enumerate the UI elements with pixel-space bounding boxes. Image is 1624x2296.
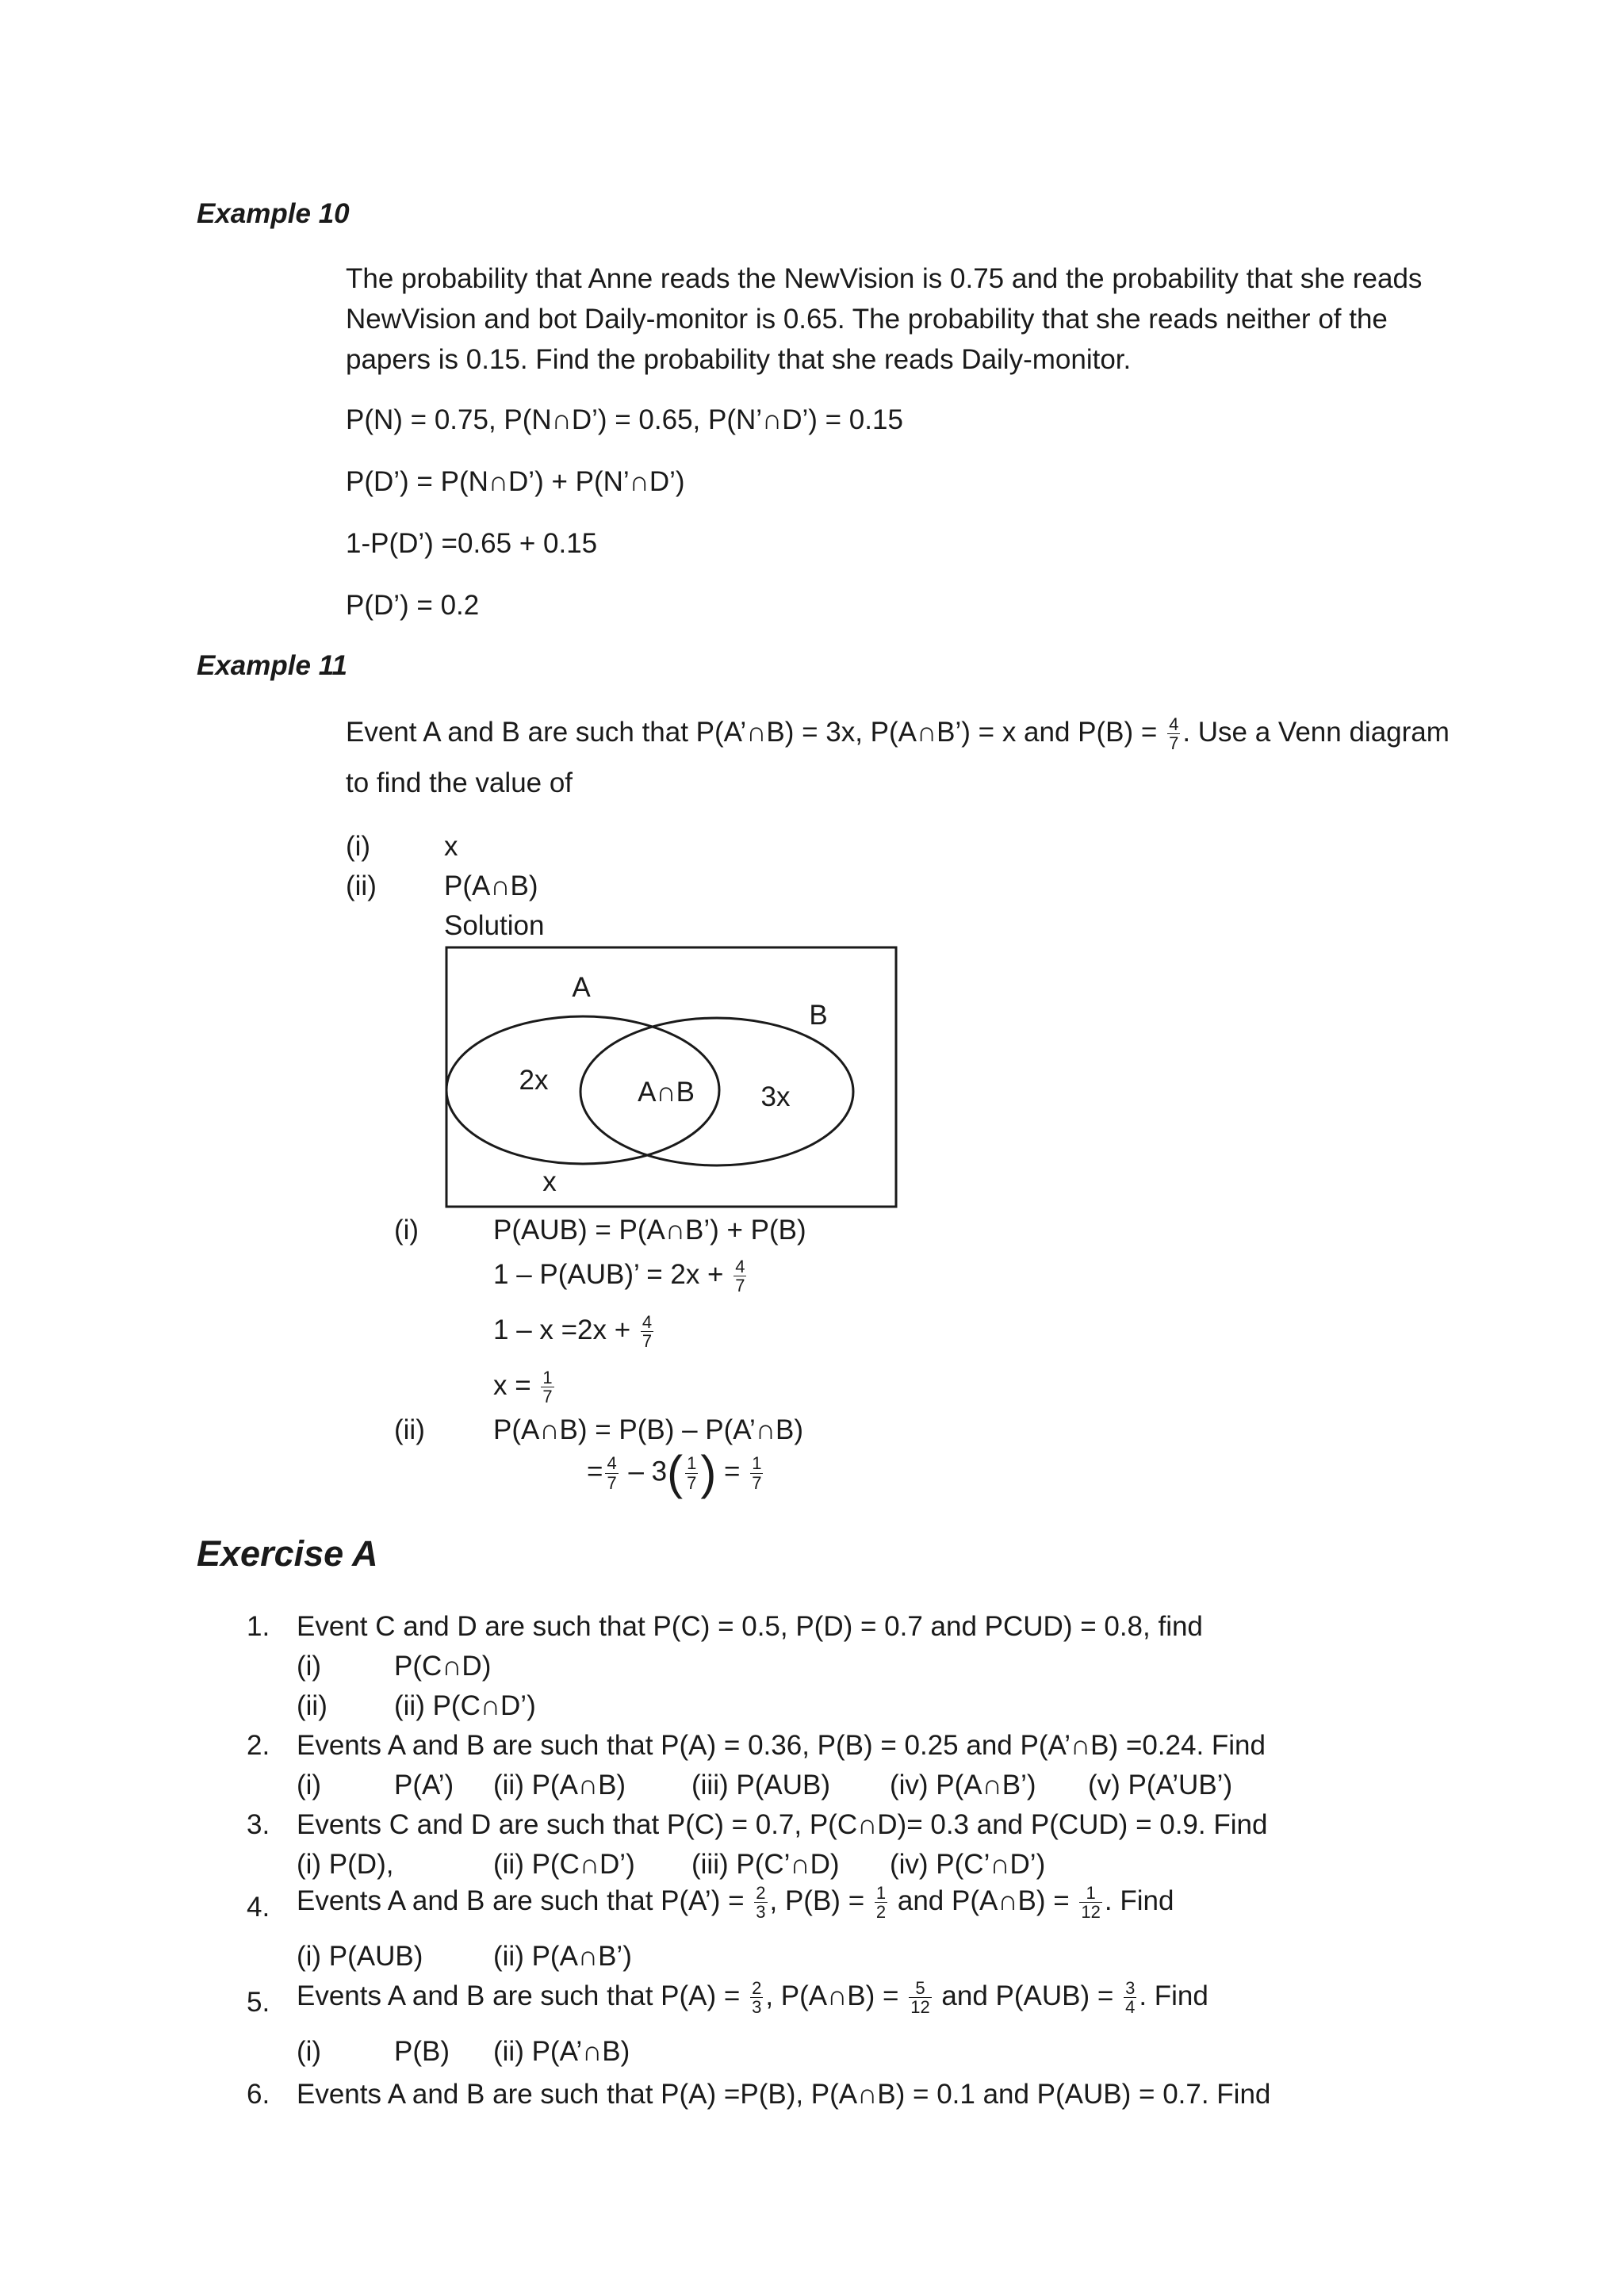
example-11-problem-line-1 bbox=[346, 715, 1450, 752]
fraction-one-seventh: $\frac{1}{7}$ bbox=[752, 1453, 762, 1493]
example-11-heading: Example 11 bbox=[197, 650, 348, 681]
q3-number: 3. bbox=[247, 1809, 270, 1840]
example-10-step-2: 1-P(D’) =0.65 + 0.15 bbox=[346, 528, 598, 559]
q5-text: Events A and B are such that P(A) = $\frac{2}{3}$ , P(A∩B) = $\frac{5}{12}$ and P(AUB) = $\frac{3}{4}$ . Find bbox=[297, 1978, 1208, 2018]
example-10-answer: P(D’) = 0.2 bbox=[346, 590, 480, 621]
fraction-three-quarters: $\frac{3}{4}$ bbox=[1125, 1978, 1136, 2018]
example-10-given: P(N) = 0.75, P(N∩D’) = 0.65, P(N’∩D’) = 0.15 bbox=[346, 404, 903, 435]
fraction-four-sevenths: $\frac{4}{7}$ bbox=[607, 1453, 617, 1493]
fraction-two-thirds: $\frac{2}{3}$ bbox=[752, 1978, 762, 2018]
q1-number: 1. bbox=[247, 1611, 270, 1642]
example-10-problem: The probability that Anne reads the NewVision is 0.75 and the probability that she reads NewVision and bot Daily-monitor is 0.65. The probability that she reads neither of the papers is 0.15. Find the probability that she reads Daily-monitor. bbox=[346, 263, 1423, 375]
q2-v-text: (v) P(A’UB’) bbox=[1088, 1770, 1233, 1800]
venn-region-b-only: 3x bbox=[760, 1081, 791, 1112]
q1-ii-label: (ii) bbox=[297, 1690, 327, 1721]
q3-ii-text: (ii) P(C∩D’) bbox=[493, 1849, 635, 1880]
q1-text: Event C and D are such that P(C) = 0.5, P(D) = 0.7 and PCUD) = 0.8, find bbox=[297, 1611, 1203, 1642]
q3-iv-text: (iv) P(C’∩D’) bbox=[890, 1849, 1046, 1880]
solution-i-step-3: 1 – x =2x + $\frac{4}{7}$ bbox=[493, 1312, 653, 1352]
fraction-one-half: $\frac{1}{2}$ bbox=[875, 1883, 887, 1923]
solution-ii-label: (ii) bbox=[394, 1414, 425, 1445]
venn-label-a: A bbox=[572, 972, 591, 1003]
q5-i-label: (i) bbox=[297, 2036, 322, 2067]
part-i-label: (i) bbox=[346, 831, 371, 862]
fraction-one-twelfth: $\frac{1}{12}$ bbox=[1081, 1883, 1101, 1923]
fraction-five-twelfths: $\frac{5}{12}$ bbox=[910, 1978, 930, 2018]
example-10-heading: Example 10 bbox=[197, 198, 350, 229]
part-ii-label: (ii) bbox=[346, 871, 377, 901]
q6-text: Events A and B are such that P(A) =P(B), P(A∩B) = 0.1 and P(AUB) = 0.7. Find bbox=[297, 2079, 1271, 2110]
solution-i-answer: x = $\frac{1}{7}$ bbox=[493, 1368, 553, 1407]
q1-i-label: (i) bbox=[297, 1651, 322, 1682]
venn-diagram bbox=[444, 945, 900, 1211]
example-10-step-1: P(D’) = P(N∩D’) + P(N’∩D’) bbox=[346, 466, 685, 497]
fraction-two-thirds: $\frac{2}{3}$ bbox=[756, 1883, 766, 1923]
q3-i-text: (i) P(D), bbox=[297, 1849, 394, 1880]
example-11-problem-text-b: . Use a Venn diagram bbox=[1182, 717, 1450, 748]
q3-text: Events C and D are such that P(C) = 0.7, P(C∩D)= 0.3 and P(CUD) = 0.9. Find bbox=[297, 1809, 1268, 1840]
venn-label-b: B bbox=[809, 1000, 828, 1031]
fraction-four-sevenths: $\frac{4}{7}$ bbox=[735, 1257, 745, 1296]
venn-circle-b bbox=[580, 1018, 853, 1165]
q2-iii-text: (iii) P(AUB) bbox=[691, 1770, 830, 1800]
part-ii-text: P(A∩B) bbox=[444, 871, 538, 901]
fraction-one-seventh: $\frac{1}{7}$ bbox=[542, 1368, 553, 1407]
example-11-problem-line-2: to find the value of bbox=[346, 767, 573, 798]
part-i-text: x bbox=[444, 831, 458, 862]
solution-ii-step-2: = $\frac{4}{7}$ – 3( $\frac{1}{7}$ ) = $\frac{1}{7}$ bbox=[587, 1446, 762, 1499]
q5-ii-text: (ii) P(A’∩B) bbox=[493, 2036, 630, 2067]
q5-i-text: P(B) bbox=[394, 2036, 450, 2067]
venn-region-a-only: 2x bbox=[519, 1065, 549, 1096]
solution-ii-step-1: P(A∩B) = P(B) – P(A’∩B) bbox=[493, 1414, 803, 1445]
solution-i-step-2: 1 – P(AUB)’ = 2x + $\frac{4}{7}$ bbox=[493, 1257, 745, 1296]
q2-ii-text: (ii) P(A∩B) bbox=[493, 1770, 626, 1800]
q4-number: 4. bbox=[247, 1892, 270, 1923]
q5-number: 5. bbox=[247, 1987, 270, 2018]
q2-number: 2. bbox=[247, 1730, 270, 1761]
q3-iii-text: (iii) P(C’∩D) bbox=[691, 1849, 840, 1880]
q4-ii-text: (ii) P(A∩B’) bbox=[493, 1941, 632, 1972]
venn-region-outside: x bbox=[542, 1166, 557, 1197]
fraction-four-sevenths: $\frac{4}{7}$ bbox=[642, 1312, 653, 1352]
solution-i-step-1: P(AUB) = P(A∩B’) + P(B) bbox=[493, 1215, 806, 1246]
q4-i-text: (i) P(AUB) bbox=[297, 1941, 423, 1972]
q1-ii-text: (ii) P(C∩D’) bbox=[394, 1690, 536, 1721]
venn-region-intersection: A∩B bbox=[638, 1077, 695, 1108]
solution-label: Solution bbox=[444, 910, 545, 941]
q1-i-text: P(C∩D) bbox=[394, 1651, 492, 1682]
fraction-one-seventh: $\frac{1}{7}$ bbox=[687, 1453, 697, 1493]
q2-iv-text: (iv) P(A∩B’) bbox=[890, 1770, 1036, 1800]
q2-i-text: P(A’) bbox=[394, 1770, 454, 1800]
example-11-problem-text-a: Event A and B are such that P(A’∩B) = 3x, P(A∩B’) = x and P(B) = bbox=[346, 717, 1158, 748]
fraction-four-sevenths: $\frac{4}{7}$ bbox=[1169, 714, 1179, 754]
q4-text: Events A and B are such that P(A’) = $\frac{2}{3}$ , P(B) = $\frac{1}{2}$ and P(A∩B) = $\frac{1}{12}$ . Find bbox=[297, 1883, 1174, 1923]
q6-number: 6. bbox=[247, 2079, 270, 2110]
exercise-a-heading: Exercise A bbox=[197, 1533, 378, 1574]
q2-text: Events A and B are such that P(A) = 0.36, P(B) = 0.25 and P(A’∩B) =0.24. Find bbox=[297, 1730, 1266, 1761]
q2-i-label: (i) bbox=[297, 1770, 322, 1800]
solution-i-label: (i) bbox=[394, 1215, 419, 1246]
